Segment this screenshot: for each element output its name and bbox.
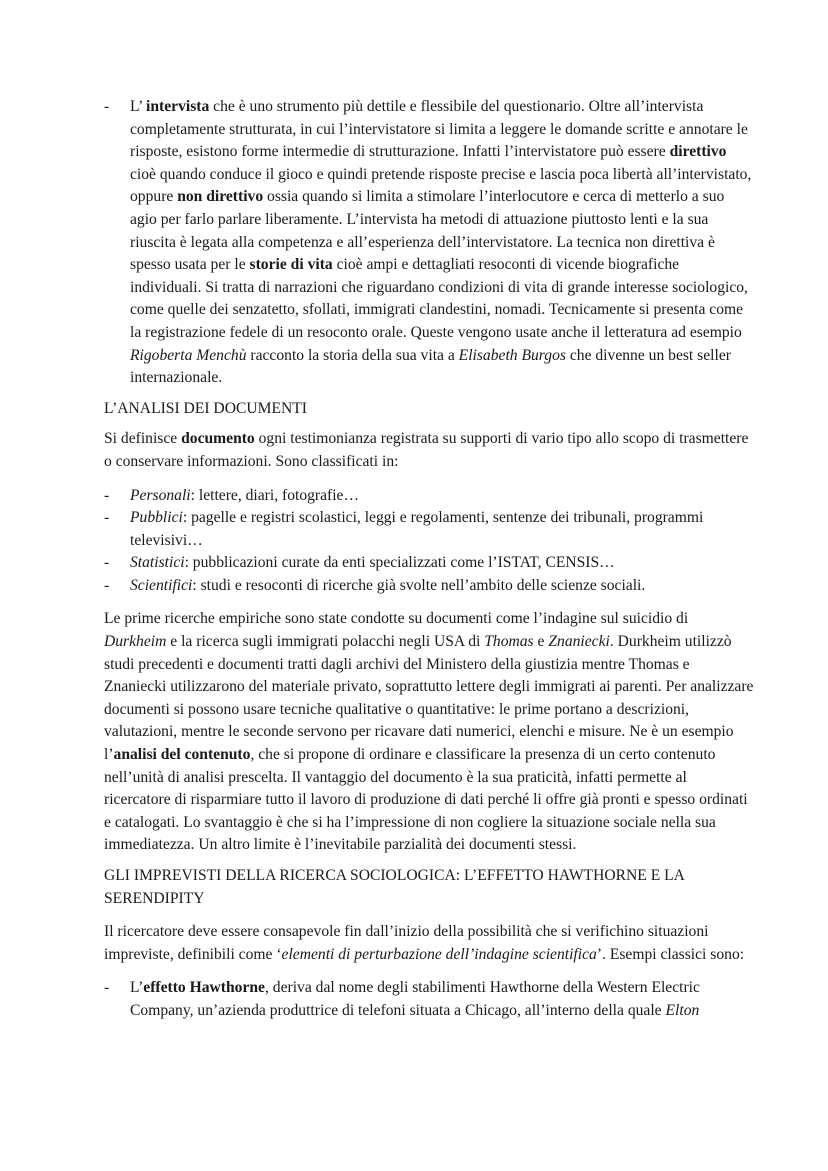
bullet-dash: - (104, 554, 110, 572)
term-intervista: intervista (146, 98, 210, 115)
term-effetto-hawthorne: effetto Hawthorne (143, 979, 265, 997)
section-heading-imprevisti: GLI IMPREVISTI DELLA RICERCA SOCIOLOGICA: L’EFFETTO HAWTHORNE E LA SERENDIPITY (104, 867, 685, 907)
paragraph-ricercatore: Il ricercatore deve essere consapevole fin dall’inizio della possibilità che si verifichino situazioni impreviste, definibili come ‘elementi di perturbazione dell’indagine scientifica’. Esempi classici sono: (104, 923, 745, 963)
bullet-dash: - (104, 576, 110, 594)
paragraph-prime-ricerche: Le prime ricerche empiriche sono state condotte su documenti come l’indagine sul suicidio di Durkheim e la ricerca sugli immigrati polacchi negli USA di Thomas e Znaniecki. Durkheim utilizzò studi precedenti e documenti tratti dagli archivi del Ministero della giustizia mentre Thomas e Znaniecki utilizzarono del materiale privato, soprattutto lettere degli immigrati ai parenti. Per analizzare documenti si possono usare tecniche qualitative o quantitative: le prime portano a descrizioni, valutazioni, mentre le seconde servono per ricavare dati numerici, elenchi e misure. Ne è un esempio l’analisi del contenuto, che si propone di ordinare e classificare la presenza di un certo contenuto nell’unità di analisi prescelta. Il vantaggio del documento è la sua praticità, infatti permette al ricercatore di risparmiare tutto il lavoro di produzione di dati perché li offre già pronti e spesso ordinati e catalogati. Lo svantaggio è che si ha l’impressione di non cogliere la situazione sociale nella sua immediatezza. Un altro limite è l’inevitabile parzialità dei documenti stessi. (104, 610, 754, 854)
list-item-intervista: - L’ intervista che è uno strumento più dettile e flessibile del questionario. Oltre all’intervista completamente strutturata, in cui l’intervistatore si limita a leggere le domande scritte e annotare le risposte, esistono forme intermedie di strutturazione. Infatti l’intervistatore può essere direttivo cioè quando conduce il gioco e quindi pretende risposte precise e lascia poca libertà all’intervistato, oppure non direttivo ossia quando si limita a stimolare l’interlocutore e cerca di metterlo a suo agio per farlo parlare liberamente. L’intervista ha metodi di attuazione piuttosto lenti e la sua riuscita è legata alla competenza e all’esperienza dell’intervistatore. La tecnica non direttiva è spesso usata per le storie di vita cioè ampi e dettagliati resoconti di vicende biografiche individuali. Si tratta di narrazioni che riguardano condizioni di vita di grande interesse sociologico, come quelle dei senzatetto, sfollati, immigrati clandestini, nomadi. Tecnicamente si presenta come la registrazione fedele di un resoconto orale. Queste vengono usate anche il letteratura ad esempio Rigoberta Menchù racconto la storia della sua vita a Elisabeth Burgos che divenne un best seller internazionale. (104, 98, 752, 387)
name-menchu: Rigoberta Menchù (130, 346, 247, 364)
list-item-category: - Scientifici: studi e resoconti di ricerche già svolte nell’ambito delle scienze sociali. (104, 575, 754, 598)
list-item-category: - Pubblici: pagelle e registri scolastici, leggi e regolamenti, sentenze dei tribunali, programmi televisivi… (104, 509, 704, 549)
section-heading-analisi-documenti: L’ANALISI DEI DOCUMENTI (104, 399, 307, 417)
term-direttivo: direttivo (669, 143, 727, 161)
document-body (104, 96, 754, 1023)
list-item-category: - Personali: lettere, diari, fotografie… (104, 485, 754, 508)
name-burgos: Elisabeth Burgos (458, 346, 566, 364)
document-categories-list (104, 485, 754, 598)
term-non-direttivo: non direttivo (177, 188, 264, 206)
hawthorne-list (104, 977, 754, 1022)
term-storie-di-vita: storie di vita (249, 256, 333, 274)
list-item-category: - Statistici: pubblicazioni curate da enti specializzati come l’ISTAT, CENSIS… (104, 552, 754, 575)
term-documento: documento (181, 430, 255, 448)
bullet-dash: - (104, 98, 110, 115)
bullet-dash: - (104, 509, 110, 527)
bullet-dash: - (104, 486, 110, 504)
bullet-dash: - (104, 979, 110, 997)
list-item-hawthorne: - L’effetto Hawthorne, deriva dal nome degli stabilimenti Hawthorne della Western Electric Company, un’azienda produttrice di telefoni situata a Chicago, all’interno della quale Elton (104, 979, 700, 1019)
paragraph-documento: Si definisce documento ogni testimonianza registrata su supporti di vario tipo allo scopo di trasmettere o conservare informazioni. Sono classificati in: (104, 430, 749, 470)
term-analisi-del-contenuto: analisi del contenuto (113, 746, 251, 764)
